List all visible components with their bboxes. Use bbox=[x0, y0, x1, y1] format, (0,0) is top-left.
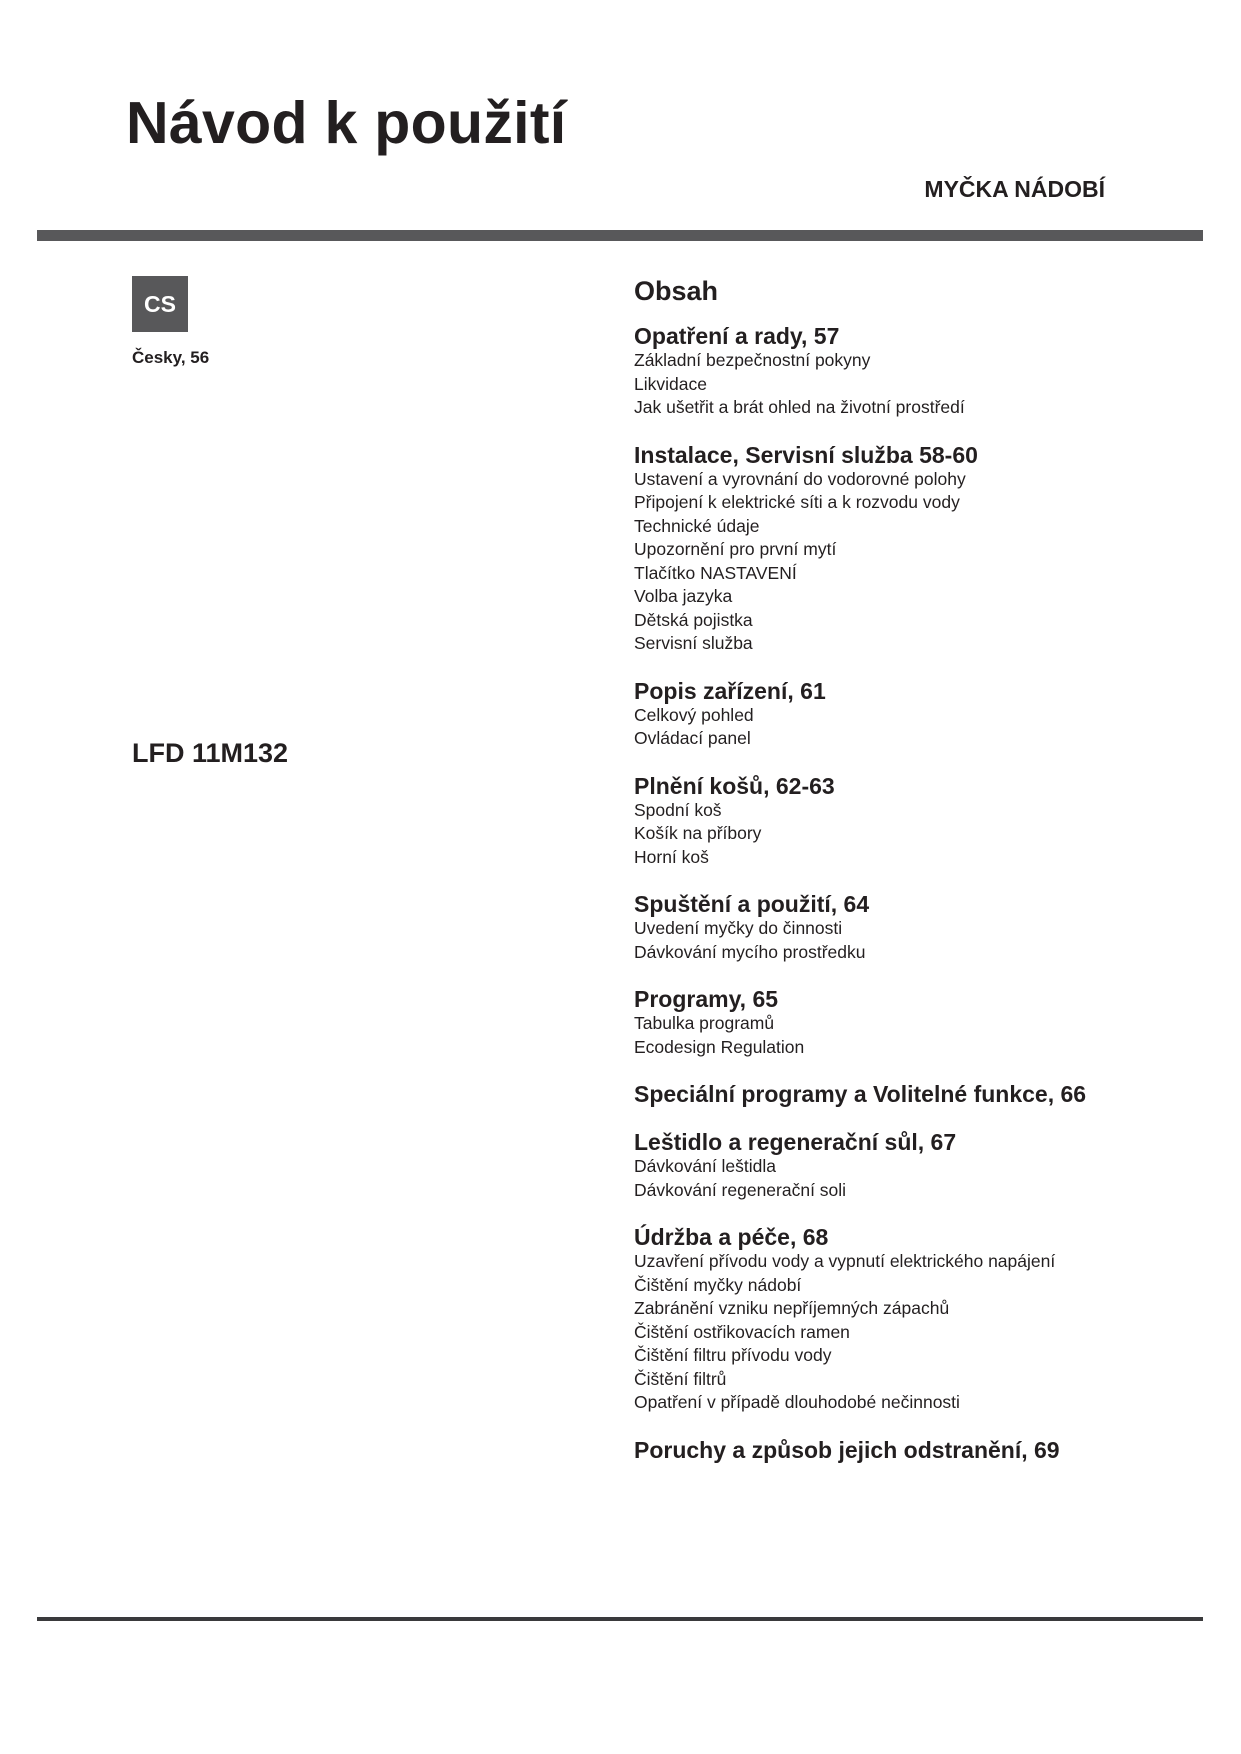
toc-item-list bbox=[634, 1155, 1194, 1202]
toc-item: Čištění filtru přívodu vody bbox=[634, 1345, 832, 1365]
toc-item-list bbox=[634, 799, 1194, 870]
toc-item: Ecodesign Regulation bbox=[634, 1036, 805, 1057]
toc-item: Čištění filtrů bbox=[634, 1368, 727, 1389]
page-title: Návod k použití bbox=[126, 90, 567, 156]
toc-item: Uzavření přívodu vody a vypnutí elektrického napájení bbox=[634, 1251, 1056, 1271]
toc-item-list bbox=[634, 1250, 1194, 1415]
toc-item: Uvedení myčky do činnosti bbox=[634, 918, 843, 938]
toc-item: Čištění myčky nádobí bbox=[634, 1274, 802, 1295]
toc-section bbox=[634, 1224, 1194, 1415]
toc-item: Košík na příbory bbox=[634, 823, 762, 843]
toc-item-list bbox=[634, 349, 1194, 420]
toc-item: Upozornění pro první mytí bbox=[634, 539, 837, 559]
toc-section-heading: Údržba a péče, 68 bbox=[634, 1224, 829, 1250]
top-divider bbox=[37, 230, 1203, 241]
bottom-divider bbox=[37, 1617, 1203, 1621]
toc-item: Ustavení a vyrovnání do vodorovné polohy bbox=[634, 468, 966, 489]
toc-item: Dávkování regenerační soli bbox=[634, 1179, 847, 1200]
model-number: LFD 11M132 bbox=[132, 738, 289, 768]
toc-section bbox=[634, 678, 1194, 751]
toc-section-heading: Poruchy a způsob jejich odstranění, 69 bbox=[634, 1436, 1060, 1463]
table-of-contents bbox=[634, 276, 1194, 1485]
language-code-badge: CS bbox=[132, 276, 188, 332]
toc-item: Ovládací panel bbox=[634, 728, 751, 748]
toc-item: Základní bezpečnostní pokyny bbox=[634, 350, 871, 370]
toc-section-heading: Instalace, Servisní služba 58-60 bbox=[634, 441, 978, 468]
toc-item-list bbox=[634, 1012, 1194, 1059]
toc-section-heading: Opatření a rady, 57 bbox=[634, 323, 840, 349]
toc-section bbox=[634, 1081, 1194, 1107]
toc-section bbox=[634, 891, 1194, 964]
toc-sections bbox=[634, 323, 1194, 1463]
toc-item: Dávkování mycího prostředku bbox=[634, 941, 866, 962]
toc-section bbox=[634, 1437, 1194, 1463]
toc-item: Připojení k elektrické síti a k rozvodu vody bbox=[634, 492, 960, 512]
toc-item: Celkový pohled bbox=[634, 704, 754, 725]
toc-section-heading: Popis zařízení, 61 bbox=[634, 677, 826, 704]
toc-item: Horní koš bbox=[634, 846, 709, 867]
product-type: MYČKA NÁDOBÍ bbox=[924, 176, 1105, 202]
toc-item: Dětská pojistka bbox=[634, 609, 753, 630]
toc-section bbox=[634, 442, 1194, 656]
toc-item: Tabulka programů bbox=[634, 1013, 775, 1033]
toc-section-heading: Speciální programy a Volitelné funkce, 66 bbox=[634, 1081, 1087, 1107]
toc-item-list bbox=[634, 917, 1194, 964]
toc-item: Čištění ostřikovacích ramen bbox=[634, 1321, 850, 1342]
toc-item: Likvidace bbox=[634, 373, 707, 394]
toc-item: Dávkování leštidla bbox=[634, 1156, 777, 1176]
toc-section-heading: Spuštění a použití, 64 bbox=[634, 891, 870, 917]
toc-title: Obsah bbox=[634, 276, 719, 306]
toc-section bbox=[634, 323, 1194, 420]
language-label: Česky, 56 bbox=[132, 348, 210, 367]
toc-section-heading: Plnění košů, 62-63 bbox=[634, 772, 835, 799]
toc-section bbox=[634, 773, 1194, 870]
toc-item: Servisní služba bbox=[634, 633, 753, 653]
toc-item: Technické údaje bbox=[634, 515, 760, 536]
toc-section bbox=[634, 986, 1194, 1059]
toc-section-heading: Programy, 65 bbox=[634, 986, 779, 1012]
toc-section-heading: Leštidlo a regenerační sůl, 67 bbox=[634, 1129, 957, 1155]
toc-item: Tlačítko NASTAVENÍ bbox=[634, 562, 797, 583]
toc-item: Volba jazyka bbox=[634, 586, 733, 606]
toc-item: Zabránění vzniku nepříjemných zápachů bbox=[634, 1298, 950, 1318]
toc-item-list bbox=[634, 468, 1194, 656]
toc-section bbox=[634, 1129, 1194, 1202]
toc-item: Spodní koš bbox=[634, 799, 722, 820]
toc-item: Jak ušetřit a brát ohled na životní prostředí bbox=[634, 397, 965, 417]
toc-item: Opatření v případě dlouhodobé nečinnosti bbox=[634, 1392, 960, 1412]
toc-item-list bbox=[634, 704, 1194, 751]
